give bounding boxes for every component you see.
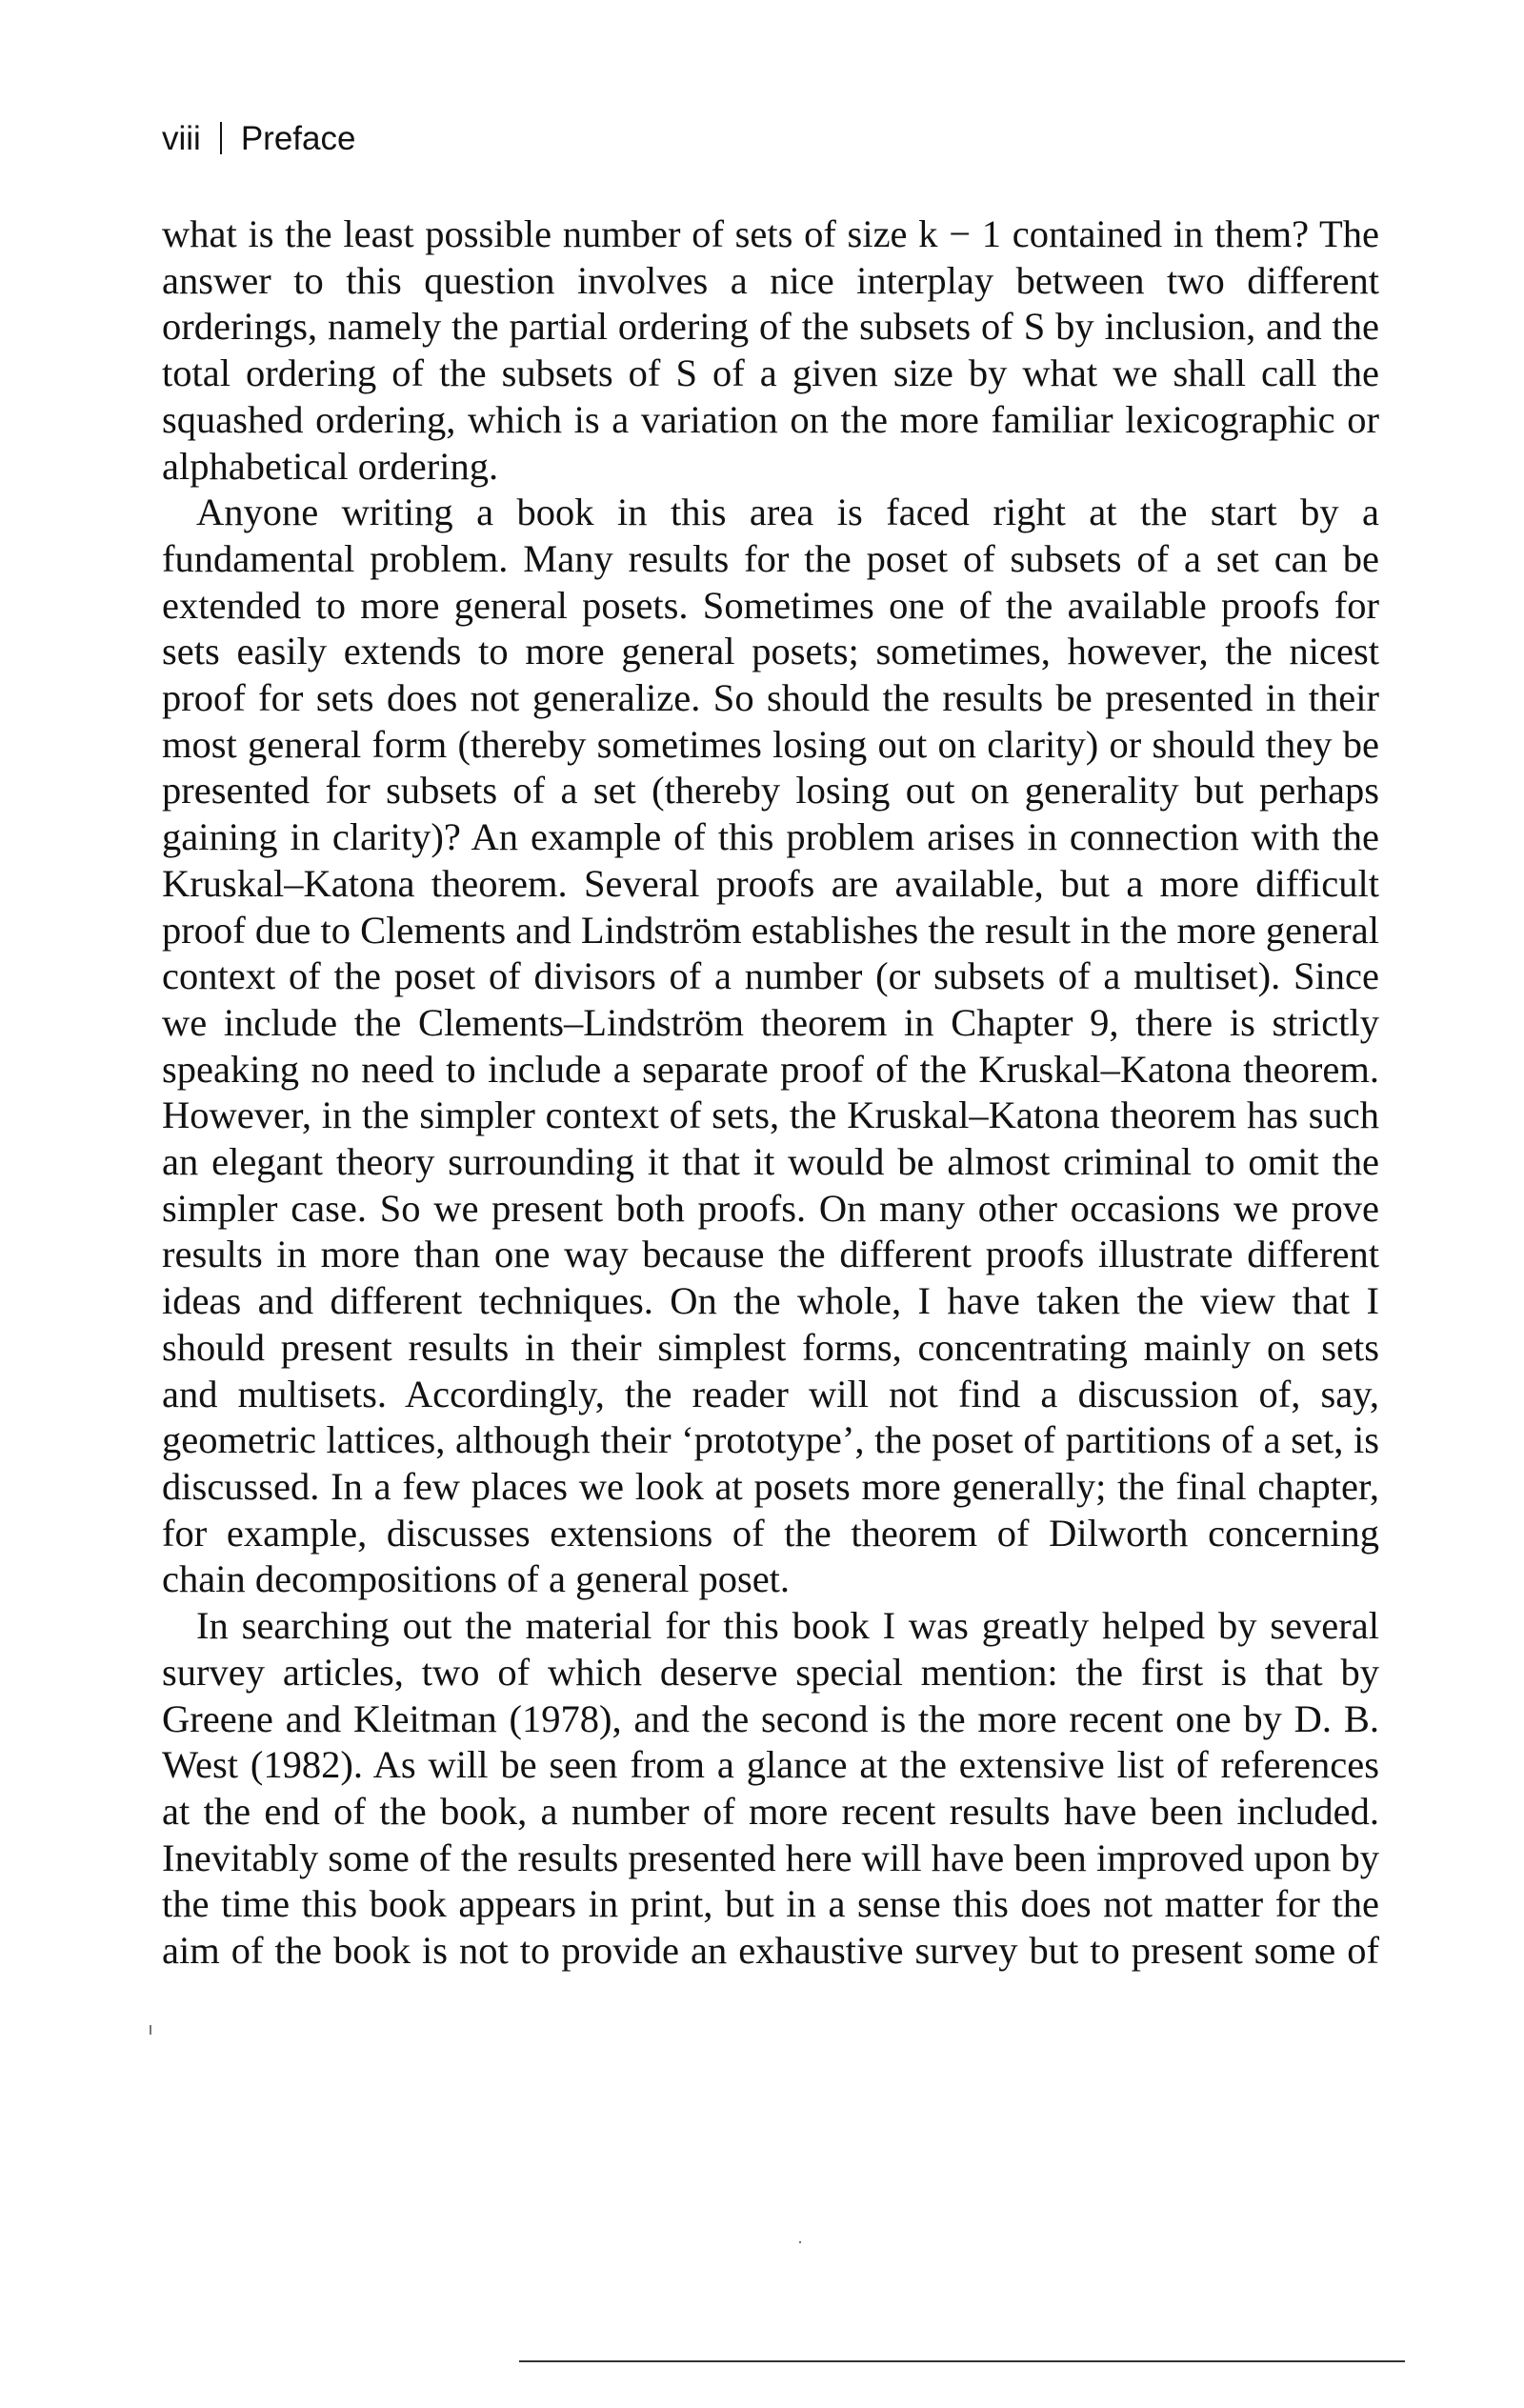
stray-dot: ·	[797, 2233, 803, 2252]
page-number: viii	[162, 120, 201, 157]
margin-mark	[150, 2025, 151, 2035]
section-title: Preface	[240, 120, 356, 157]
paragraph: In searching out the material for this book I was greatly helped by several survey articles, two of which deserve special mention: the first is that by Greene and Kleitman (1978), and the second is the more recent one by D. B. West (1982). As will be seen from a glance at the extensive list of references at the end of the book, a number of more recent results have been included. Inevitably some of the results presented here will have been improved upon by the time this book appears in print, but in a sense this does not matter for the aim of the book is not to provide an exhaustive survey but to present some of	[162, 1604, 1379, 1973]
running-header	[162, 116, 355, 162]
paragraph: Anyone writing a book in this area is faced right at the start by a fundamental problem. Many results for the poset of subsets of a set can be extended to more general posets. Sometimes one of the available proofs for sets easily extends to more general posets; sometimes, however, the nicest proof for sets does not generalize. So should the results be presented in their most general form (thereby sometimes losing out on clarity) or should they be presented for subsets of a set (thereby losing out on generality but perhaps gaining in clarity)? An example of this problem arises in connection with the Kruskal–Katona theorem. Several proofs are available, but a more difficult proof due to Clements and Lindström establishes the result in the more general context of the poset of divisors of a number (or subsets of a multiset). Since we include the Clements–Lindström theorem in Chapter 9, there is strictly speaking no need to include a separate proof of the Kruskal–Katona theorem. However, in the simpler context of sets, the Kruskal–Katona theorem has such an elegant theory surrounding it that it would be almost criminal to omit the simpler case. So we present both proofs. On many other occasions we prove results in more than one way because the different proofs illustrate different ideas and different techniques. On the whole, I have taken the view that I should present results in their simplest forms, concentrating mainly on sets and multisets. Accordingly, the reader will not find a discussion of, say, geometric lattices, although their ‘prototype’, the poset of partitions of a set, is discussed. In a few places we look at posets more generally; the final chapter, for example, discusses extensions of the theorem of Dilworth concerning chain decompositions of a general poset.	[162, 491, 1379, 1601]
paragraph: what is the least possible number of sets of size k − 1 contained in them? The answer to this question involves a nice interplay between two different orderings, namely the partial ordering of the subsets of S by inclusion, and the total ordering of the subsets of S of a given size by what we shall call the squashed ordering, which is a variation on the more familiar lexicographic or alphabetical ordering.	[162, 212, 1379, 488]
header-divider	[220, 122, 222, 154]
page-bottom-rule	[519, 2360, 1405, 2362]
body-text	[162, 211, 1379, 1975]
